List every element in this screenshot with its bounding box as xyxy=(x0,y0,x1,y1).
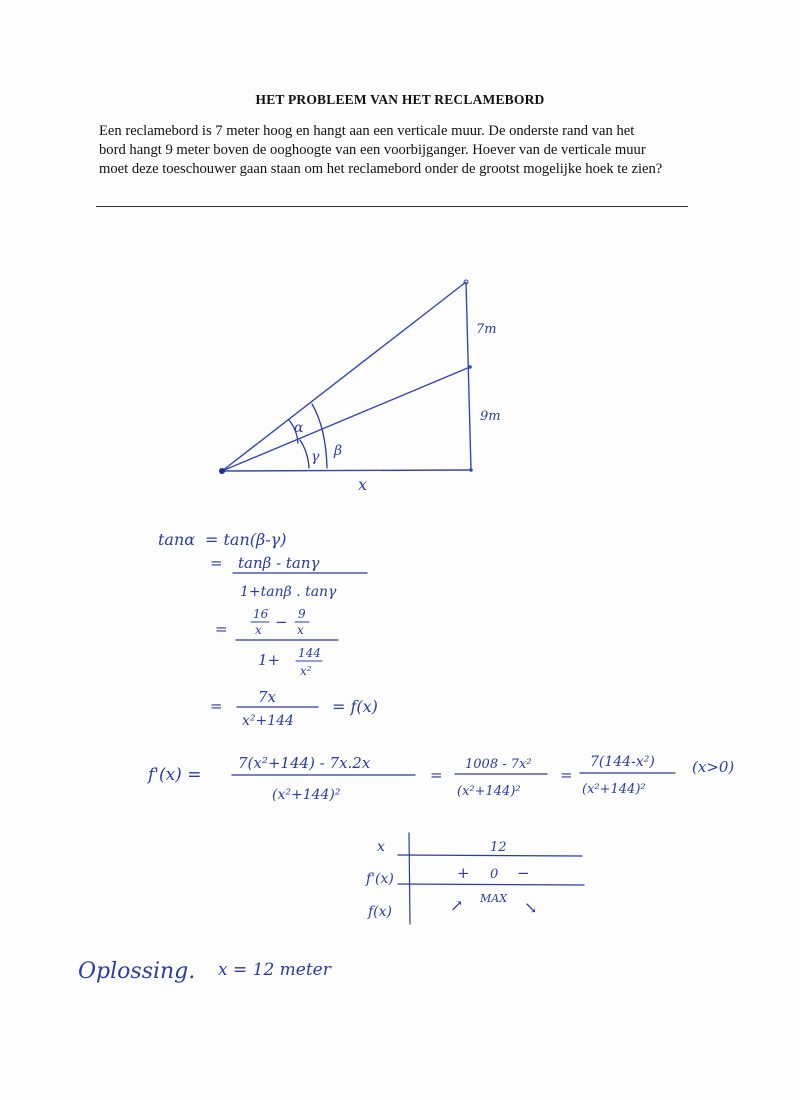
num-b-den: x xyxy=(297,623,304,637)
derivative-lhs: f'(x) = xyxy=(148,765,202,785)
derivative-denominator-3: (x²+144)² xyxy=(582,782,646,797)
top-segment-label: 7m xyxy=(476,322,497,337)
f-of-x: = f(x) xyxy=(332,697,378,716)
sign-zero: 0 xyxy=(490,867,499,882)
simplified-denominator: x²+144 xyxy=(242,713,294,729)
simplified-numerator: 7x xyxy=(258,688,277,706)
derivative-denominator-1: (x²+144)² xyxy=(272,787,341,803)
lower-sight-line xyxy=(222,367,470,471)
answer-label: Oplossing. xyxy=(78,959,196,984)
wall-line xyxy=(466,282,471,470)
table-label-fprime: f'(x) xyxy=(366,871,394,887)
table-label-f: f(x) xyxy=(368,904,393,920)
den-frac-den: x² xyxy=(300,664,312,678)
domain-condition: (x>0) xyxy=(692,758,735,776)
answer-value: x = 12 meter xyxy=(218,960,331,980)
bottom-segment-label: 9m xyxy=(480,409,501,424)
upper-sight-line xyxy=(222,282,466,471)
tan-difference: = tan(β-γ) xyxy=(205,530,287,549)
derivative-numerator-1: 7(x²+144) - 7x.2x xyxy=(238,754,371,772)
sign-positive: + xyxy=(457,864,470,882)
svg-text:−: − xyxy=(275,613,288,631)
foot-point xyxy=(469,468,473,472)
gamma-arc xyxy=(300,440,309,468)
problem-line: Een reclamebord is 7 meter hoog en hangt aan een verticale muur. De onderste rand van het xyxy=(99,123,635,139)
problem-line: moet deze toeschouwer gaan staan om het reclamebord onder de grootst mogelijke hoek te zien? xyxy=(99,161,663,177)
tan-derivation xyxy=(158,530,378,729)
table-label-x: x xyxy=(377,839,385,855)
derivative-denominator-2: (x²+144)² xyxy=(457,784,521,799)
triangle-figure xyxy=(219,280,501,494)
derivative-line xyxy=(146,754,734,803)
problem-line: bord hangt 9 meter boven de ooghoogte van een voorbijganger. Hoever van de verticale muur xyxy=(99,142,646,158)
num-a: 16 xyxy=(253,607,269,621)
sign-table xyxy=(365,833,584,924)
base-label: x xyxy=(358,475,368,494)
tan-alpha-lhs: tanα xyxy=(158,530,196,549)
table-vertical-rule xyxy=(409,833,410,924)
den-one: 1+ xyxy=(258,651,281,669)
increasing-arrow: ↗ xyxy=(450,896,464,915)
num-a-den: x xyxy=(255,623,262,637)
derivative-numerator-2: 1008 - 7x² xyxy=(465,757,532,772)
decreasing-arrow: ↘ xyxy=(524,898,538,917)
derivative-numerator-3: 7(144-x²) xyxy=(590,754,655,770)
beta-label: β xyxy=(334,443,343,459)
tan-formula-denominator: 1+tanβ . tanγ xyxy=(240,584,337,600)
svg-text:=: = xyxy=(210,697,223,715)
den-frac-num: 144 xyxy=(298,646,321,660)
alpha-label: α xyxy=(294,420,304,436)
tan-formula-numerator: tanβ - tanγ xyxy=(238,554,320,572)
critical-value: 12 xyxy=(490,840,507,855)
num-b: 9 xyxy=(298,607,306,621)
svg-text:=: = xyxy=(215,620,228,638)
svg-text:=: = xyxy=(430,766,443,784)
max-label: MAX xyxy=(480,892,508,905)
page-title: HET PROBLEEM VAN HET RECLAMEBORD xyxy=(255,92,545,107)
gamma-label: γ xyxy=(311,449,320,465)
mid-point xyxy=(468,365,472,369)
svg-text:=: = xyxy=(560,766,573,784)
answer xyxy=(78,959,332,984)
table-rule-row-2 xyxy=(398,884,584,885)
svg-text:=: = xyxy=(210,554,223,572)
table-rule-row-1 xyxy=(398,855,582,856)
base-line xyxy=(222,470,472,471)
sign-negative: − xyxy=(517,864,530,882)
eye-point xyxy=(219,468,225,474)
